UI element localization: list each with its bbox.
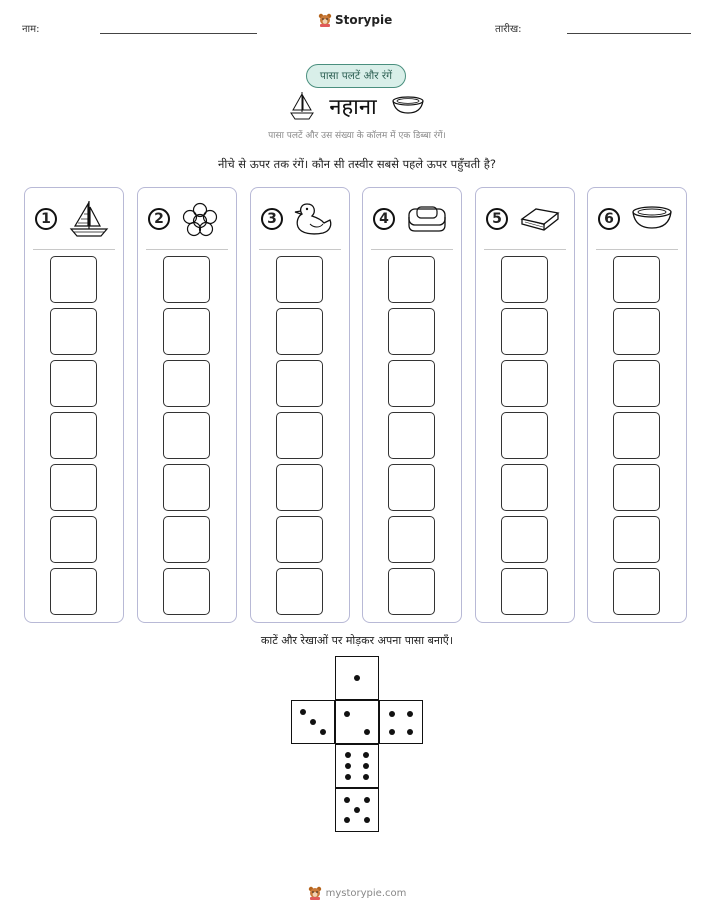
footer <box>0 886 714 900</box>
die-pip <box>363 752 369 758</box>
die-pip <box>320 729 326 735</box>
color-box[interactable] <box>276 308 323 355</box>
color-box[interactable] <box>50 360 97 407</box>
column-divider <box>371 249 453 250</box>
instruction: नीचे से ऊपर तक रंगें। कौन सी तस्वीर सबसे पहले ऊपर पहुँचती है? <box>217 157 497 171</box>
color-box[interactable] <box>501 256 548 303</box>
die-face-five <box>335 788 379 832</box>
color-box[interactable] <box>163 308 210 355</box>
brand-name: Storypie <box>335 13 393 27</box>
bear-logo-icon <box>318 13 332 27</box>
column-4 <box>362 187 462 623</box>
color-box[interactable] <box>388 464 435 511</box>
color-box[interactable] <box>50 568 97 615</box>
sailboat-icon <box>289 90 315 122</box>
color-box[interactable] <box>163 412 210 459</box>
die-pip <box>344 711 350 717</box>
die-pip <box>345 774 351 780</box>
column-divider <box>484 249 566 250</box>
color-box[interactable] <box>613 464 660 511</box>
die-pip <box>344 817 350 823</box>
column-divider <box>33 249 115 250</box>
color-box[interactable] <box>276 464 323 511</box>
color-box[interactable] <box>388 516 435 563</box>
column-number: 6 <box>598 208 620 230</box>
color-box[interactable] <box>163 256 210 303</box>
die-pip <box>363 774 369 780</box>
color-box[interactable] <box>613 308 660 355</box>
die-pip <box>300 709 306 715</box>
color-box[interactable] <box>50 308 97 355</box>
column-1 <box>24 187 124 623</box>
column-6 <box>587 187 687 623</box>
color-box[interactable] <box>50 256 97 303</box>
column-number: 5 <box>486 208 508 230</box>
name-label: नाम: <box>22 24 40 35</box>
die-pip <box>354 675 360 681</box>
color-box[interactable] <box>276 568 323 615</box>
bubbles-icon <box>180 201 220 237</box>
column-3 <box>250 187 350 623</box>
color-box[interactable] <box>276 516 323 563</box>
die-face-one <box>335 656 379 700</box>
column-number: 2 <box>148 208 170 230</box>
die-pip <box>407 711 413 717</box>
die-pip <box>364 817 370 823</box>
color-box[interactable] <box>50 464 97 511</box>
color-box[interactable] <box>501 568 548 615</box>
die-face-six <box>335 744 379 788</box>
color-box[interactable] <box>613 516 660 563</box>
die-face-two <box>335 700 379 744</box>
die-pip <box>363 763 369 769</box>
color-box[interactable] <box>50 412 97 459</box>
color-box[interactable] <box>163 464 210 511</box>
die-pip <box>407 729 413 735</box>
rubber-duck-icon <box>293 200 335 238</box>
color-box[interactable] <box>276 256 323 303</box>
die-face-four <box>379 700 423 744</box>
activity-badge: पासा पलटें और रंगें <box>306 64 406 88</box>
color-box[interactable] <box>276 360 323 407</box>
footer-site: mystorypie.com <box>325 887 407 899</box>
color-box[interactable] <box>501 516 548 563</box>
color-box[interactable] <box>501 464 548 511</box>
color-box[interactable] <box>163 516 210 563</box>
die-pip <box>310 719 316 725</box>
column-divider <box>146 249 228 250</box>
color-box[interactable] <box>388 308 435 355</box>
color-box[interactable] <box>613 568 660 615</box>
color-box[interactable] <box>388 412 435 459</box>
die-pip <box>345 763 351 769</box>
bath-tub-icon <box>391 95 425 117</box>
die-pip <box>364 797 370 803</box>
column-2 <box>137 187 237 623</box>
color-box[interactable] <box>388 568 435 615</box>
name-line <box>100 33 257 34</box>
sponge-icon <box>518 201 562 237</box>
color-box[interactable] <box>501 412 548 459</box>
column-5 <box>475 187 575 623</box>
die-pip <box>354 807 360 813</box>
color-box[interactable] <box>613 412 660 459</box>
column-number: 1 <box>35 208 57 230</box>
bath-tub-icon <box>630 204 674 234</box>
column-number: 3 <box>261 208 283 230</box>
color-box[interactable] <box>501 360 548 407</box>
column-divider <box>596 249 678 250</box>
sailboat-icon <box>67 199 111 239</box>
column-number: 4 <box>373 208 395 230</box>
color-box[interactable] <box>50 516 97 563</box>
die-pip <box>389 729 395 735</box>
page-title: नहाना <box>329 95 377 120</box>
die-pip <box>364 729 370 735</box>
color-box[interactable] <box>163 360 210 407</box>
title-row <box>0 90 714 122</box>
die-face-three <box>291 700 335 744</box>
color-box[interactable] <box>163 568 210 615</box>
date-line <box>567 33 691 34</box>
color-box[interactable] <box>276 412 323 459</box>
die-pip <box>344 797 350 803</box>
date-label: तारीख: <box>495 24 522 35</box>
color-box[interactable] <box>613 360 660 407</box>
die-pip <box>389 711 395 717</box>
cut-instruction: काटें और रेखाओं पर मोड़कर अपना पासा बनाएँ। <box>260 634 454 647</box>
color-box[interactable] <box>388 256 435 303</box>
color-box[interactable] <box>613 256 660 303</box>
soap-dish-icon <box>405 201 449 237</box>
column-divider <box>259 249 341 250</box>
subtitle: पासा पलटें और उस संख्या के कॉलम में एक डिब्बा रंगें। <box>268 131 446 141</box>
color-box[interactable] <box>388 360 435 407</box>
color-box[interactable] <box>501 308 548 355</box>
bear-logo-icon <box>308 886 322 900</box>
die-pip <box>345 752 351 758</box>
brand-logo <box>318 13 392 27</box>
